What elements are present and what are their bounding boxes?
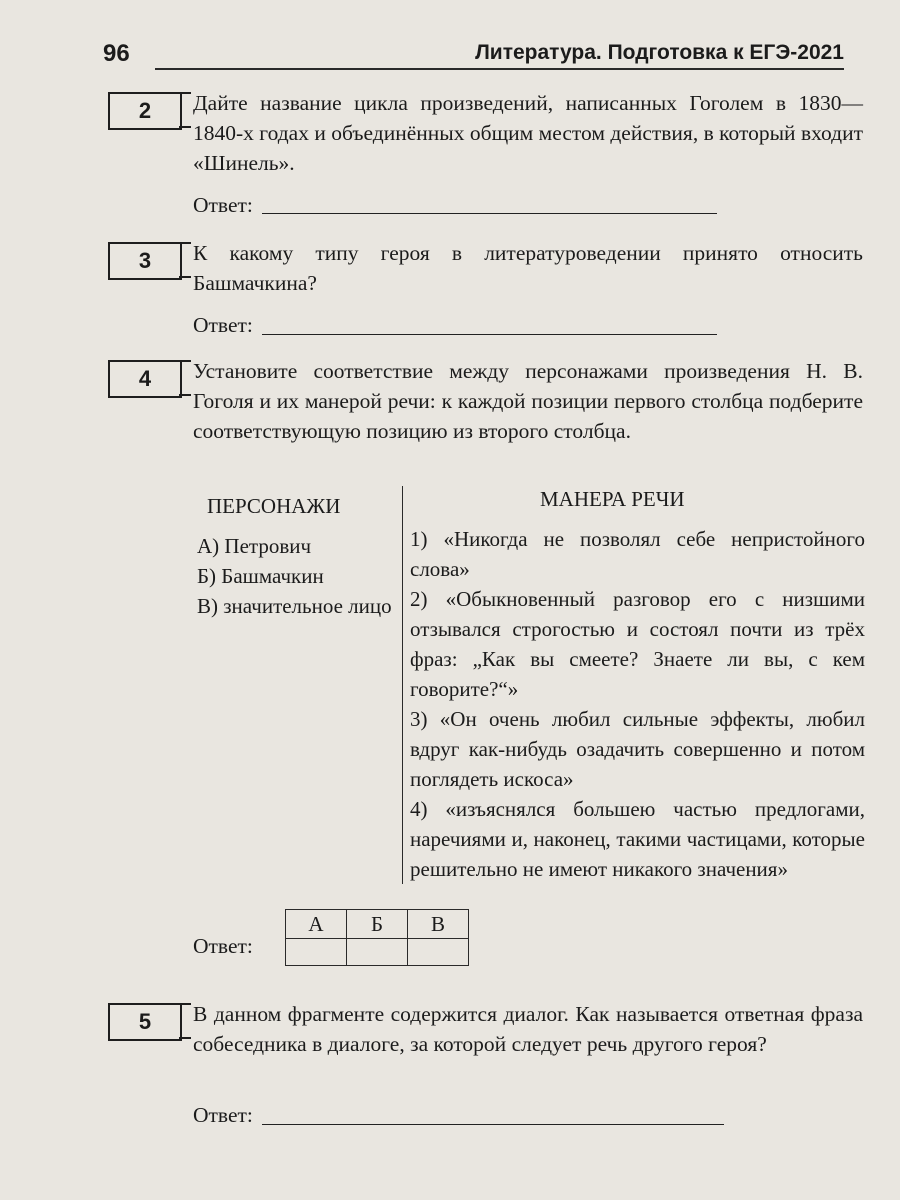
answer-grid bbox=[285, 909, 469, 966]
grid-cell-b[interactable] bbox=[347, 939, 408, 966]
task-text: К какому типу героя в литературоведении принято относить Башмачкина? bbox=[193, 241, 863, 295]
characters-list bbox=[197, 531, 397, 621]
task-number-box: 4 bbox=[108, 360, 182, 398]
task-text: Дайте название цикла произведений, написанных Гоголем в 1830—1840-х годах и объединённых общим местом действия, в который входит «Шинель». bbox=[193, 91, 863, 175]
grid-header-v: В bbox=[408, 910, 469, 939]
answer-line[interactable] bbox=[262, 213, 717, 214]
answer-line[interactable] bbox=[262, 1124, 724, 1125]
column-divider bbox=[402, 486, 403, 884]
manner-item: 3) «Он очень любил сильные эффекты, любил вдруг как-нибудь озадачить совершенно и потом поглядеть искоса» bbox=[410, 707, 865, 791]
manners-column-header: МАНЕРА РЕЧИ bbox=[540, 487, 685, 511]
grid-header-a: А bbox=[286, 910, 347, 939]
task-text: В данном фрагменте содержится диалог. Как называется ответная фраза собеседника в диалоге, за которой следует речь другого героя? bbox=[193, 1002, 863, 1056]
task-number-box: 3 bbox=[108, 242, 182, 280]
grid-cell-v[interactable] bbox=[408, 939, 469, 966]
page-number: 96 bbox=[103, 40, 130, 67]
manners-list bbox=[410, 524, 865, 884]
task-number-bar bbox=[179, 92, 191, 128]
grid-header-b: Б bbox=[347, 910, 408, 939]
answer-line[interactable] bbox=[262, 334, 717, 335]
answer-label: Ответ: bbox=[193, 1103, 253, 1127]
header-rule bbox=[155, 68, 844, 70]
manner-item: 4) «изъяснялся большею частью предлогами, наречиями и, наконец, такими частицами, которые решительно не имеют никакого значения» bbox=[410, 797, 865, 881]
manner-item: 1) «Никогда не позволял себе непристойного слова» bbox=[410, 527, 865, 581]
answer-label: Ответ: bbox=[193, 313, 253, 337]
character-item: В) значительное лицо bbox=[197, 594, 392, 618]
running-title: Литература. Подготовка к ЕГЭ-2021 bbox=[475, 41, 844, 64]
grid-cell-a[interactable] bbox=[286, 939, 347, 966]
task-number-box: 5 bbox=[108, 1003, 182, 1041]
character-item: А) Петрович bbox=[197, 534, 312, 558]
task-text: Установите соответствие между персонажами произведения Н. В. Гоголя и их манерой речи: к каждой позиции первого столбца подберите соответствующую позицию из второго столбца. bbox=[193, 359, 863, 443]
character-item: Б) Башмачкин bbox=[197, 564, 324, 588]
answer-label: Ответ: bbox=[193, 934, 253, 958]
characters-column-header: ПЕРСОНАЖИ bbox=[207, 494, 341, 518]
task-number-bar bbox=[179, 360, 191, 396]
manner-item: 2) «Обыкновенный разговор его с низшими отзывался строгостью и состоял почти из трёх фраз: „Как вы смеете? Знаете ли вы, с кем говорите?“» bbox=[410, 587, 865, 701]
task-number-bar bbox=[179, 242, 191, 278]
task-number-box: 2 bbox=[108, 92, 182, 130]
task-number-bar bbox=[179, 1003, 191, 1039]
answer-label: Ответ: bbox=[193, 193, 253, 217]
